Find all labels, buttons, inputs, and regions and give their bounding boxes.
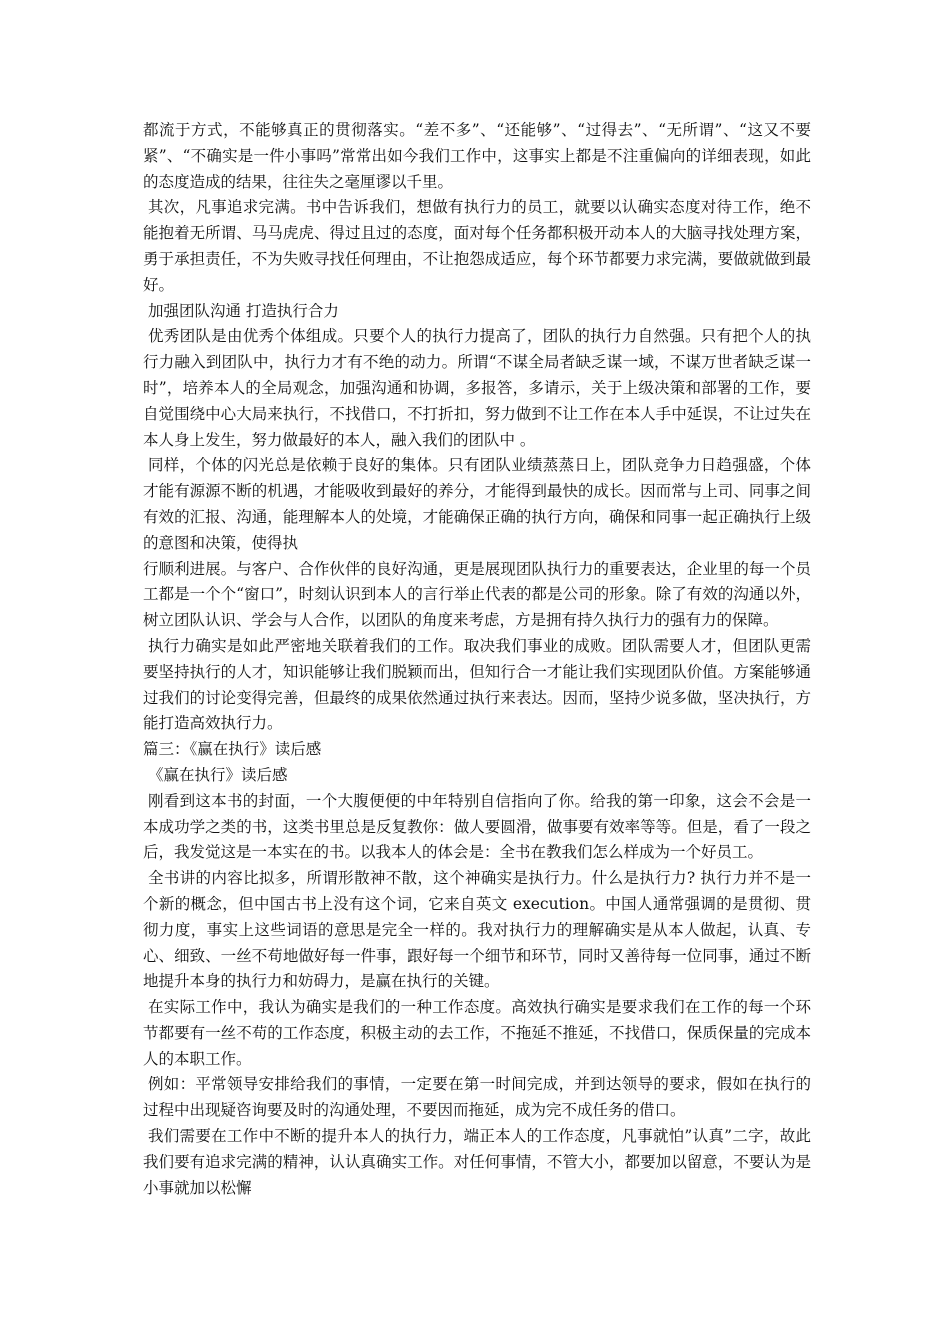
paragraph-14: 我们需要在工作中不断的提升本人的执行力，端正本人的工作态度，凡事就怕”认真”二字，故此我们要有追求完满的精神，认认真确实工作。对任何事情，不管大小，都要加以留意，不要认为是小事就加以松懈 [143,1127,811,1197]
paragraph-2: 其次，凡事追求完满。书中告诉我们，想做有执行力的员工，就要以认确实态度对待工作，绝不能抱着无所谓、马马虎虎、得过且过的态度，面对每个任务都积极开动本人的大脑寻找处理方案，勇于承担责任，不为失败寻找任何理由，不让抱怨成适应，每个环节都要力求完满，要做就做到最好。 [143,198,811,294]
article-title: 《赢在执行》读后感 [148,765,288,784]
paragraph-7: 执行力确实是如此严密地关联着我们的工作。取决我们事业的成败。团队需要人才，但团队更需要坚持执行的人才，知识能够让我们脱颖而出，但知行合一才能让我们实现团队价值。方案能够通过我们的讨论变得完善，但最终的成果依然通过执行来表达。因而，坚持少说多做，坚决执行，方能打造高效执行力。 [143,636,811,733]
chapter-heading: 篇三：《赢在执行》读后感 [143,740,322,759]
paragraph-11: 全书讲的内容比拟多，所谓形散神不散，这个神确实是执行力。什么是执行力? 执行力并不是一个新的概念，但中国古书上没有这个词，它来自英文 execution。中国人通常强调的是贯彻、贯彻力度，事实上这些词语的意思是完全一样的。我对执行力的理解确实是从本人做起，认真、专心、细致、一丝不苟地做好每一件事，跟好每一个细节和环节，同时又善待每一位同事，通过不断地提升本身的执行力和妨碍力，是赢在执行的关键。 [143,869,811,991]
paragraph-4: 优秀团队是由优秀个体组成。只要个人的执行力提高了，团队的执行力自然强。只有把个人的执行力融入到团队中，执行力才有不绝的动力。所谓“不谋全局者缺乏谋一域，不谋万世者缺乏谋一时”，培养本人的全局观念，加强沟通和协调，多报答，多请示，关于上级决策和部署的工作，要自觉围绕中心大局来执行，不找借口，不打折扣，努力做到不让工作在本人手中延误，不让过失在本人身上发生，努力做最好的本人，融入我们的团队中 。 [143,327,811,449]
document-body [143,118,811,1201]
paragraph-6: 行顺利进展。与客户、合作伙伴的良好沟通，更是展现团队执行力的重要表达，企业里的每一个员工都是一个个“窗口”，时刻认识到本人的言行举止代表的都是公司的形象。除了有效的沟通以外，树立团队认识、学会与人合作，以团队的角度来考虑，方是拥有持久执行力的强有力的保障。 [143,559,811,630]
section-heading-team-communication: 加强团队沟通 打造执行合力 [148,301,339,320]
paragraph-13: 例如：平常领导安排给我们的事情，一定要在第一时间完成，并到达领导的要求，假如在执行的过程中出现疑咨询要及时的沟通处理，不要因而拖延，成为完不成任务的借口。 [143,1075,811,1120]
paragraph-5: 同样，个体的闪光总是依赖于良好的集体。只有团队业绩蒸蒸日上，团队竞争力日趋强盛，个体才能有源源不断的机遇，才能吸收到最好的养分，才能得到最快的成长。因而常与上司、同事之间有效的汇报、沟通，能理解本人的处境，才能确保正确的执行方向，确保和同事一起正确执行上级的意图和决策，使得执 [143,456,811,552]
paragraph-1: 都流于方式，不能够真正的贯彻落实。“差不多”、“还能够”、“过得去”、“无所谓”、“这又不要紧”、“不确实是一件小事吗”常常出如今我们工作中，这事实上都是不注重偏向的详细表现，如此的态度造成的结果，往往失之毫厘谬以千里。 [143,121,811,191]
paragraph-10: 刚看到这本书的封面，一个大腹便便的中年特别自信指向了你。给我的第一印象，这会不会是一本成功学之类的书，这类书里总是反复教你：做人要圆滑，做事要有效率等等。但是，看了一段之后，我发觉这是一本实在的书。以我本人的体会是：全书在教我们怎么样成为一个好员工。 [143,791,811,862]
paragraph-12: 在实际工作中，我认为确实是我们的一种工作态度。高效执行确实是要求我们在工作的每一个环节都要有一丝不苟的工作态度，积极主动的去工作，不拖延不推延，不找借口，保质保量的完成本人的本职工作。 [143,998,811,1068]
